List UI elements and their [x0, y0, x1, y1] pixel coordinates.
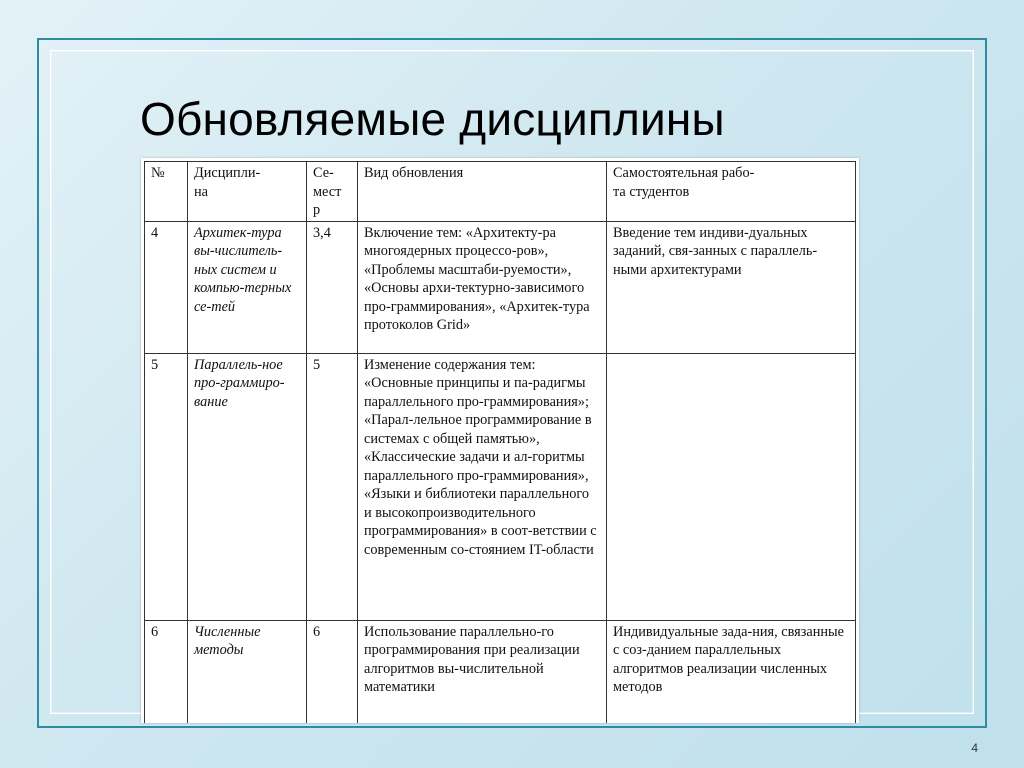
- cell-semester: 3,4: [307, 221, 358, 353]
- disciplines-table-image: [141, 158, 859, 723]
- table-row: [145, 221, 856, 353]
- page-number: 4: [971, 741, 978, 755]
- slide-title: Обновляемые дисциплины: [140, 93, 725, 145]
- cell-discipline: Архитек-тура вы-числитель-ных систем и компью-терных се-тей: [188, 221, 307, 353]
- disciplines-table: [144, 161, 856, 723]
- cell-discipline: Параллель-ное про-граммиро-вание: [188, 353, 307, 620]
- cell-update-type: Изменение содержания тем: «Основные принципы и па-радигмы параллельного про-граммирования»; «Парал-лельное программирование в системах с общей памятью», «Классические задачи и ал-горитмы параллельного про-граммирования», «Языки и библиотеки параллельного и высокопроизводительного программирования» в соот-ветствии с современным со-стоянием IT-области: [358, 353, 607, 620]
- cell-num: 6: [145, 620, 188, 723]
- header-self-work: Самостоятельная рабо- та студентов: [607, 162, 856, 222]
- table-header-row: [145, 162, 856, 222]
- cell-update-type: Включение тем: «Архитекту-ра многоядерных процессо-ров», «Проблемы масштаби-руемости», «Основы архи-тектурно-зависимого про-граммирования», «Архитек-тура протоколов Grid»: [358, 221, 607, 353]
- cell-semester: 5: [307, 353, 358, 620]
- cell-discipline: Численные методы: [188, 620, 307, 723]
- header-semester: Се- мест р: [307, 162, 358, 222]
- cell-semester: 6: [307, 620, 358, 723]
- cell-self-work: Введение тем индиви-дуальных заданий, свя-занных с параллель-ными архитектурами: [607, 221, 856, 353]
- table-row: [145, 353, 856, 620]
- header-discipline: Дисципли- на: [188, 162, 307, 222]
- header-update-type: Вид обновления: [358, 162, 607, 222]
- cell-self-work: Индивидуальные зада-ния, связанные с соз-данием параллельных алгоритмов реализации численных методов: [607, 620, 856, 723]
- cell-update-type: Использование параллельно-го программирования при реализации алгоритмов вы-числительной математики: [358, 620, 607, 723]
- cell-num: 5: [145, 353, 188, 620]
- header-num: №: [145, 162, 188, 222]
- table-row: [145, 620, 856, 723]
- cell-num: 4: [145, 221, 188, 353]
- cell-self-work: [607, 353, 856, 620]
